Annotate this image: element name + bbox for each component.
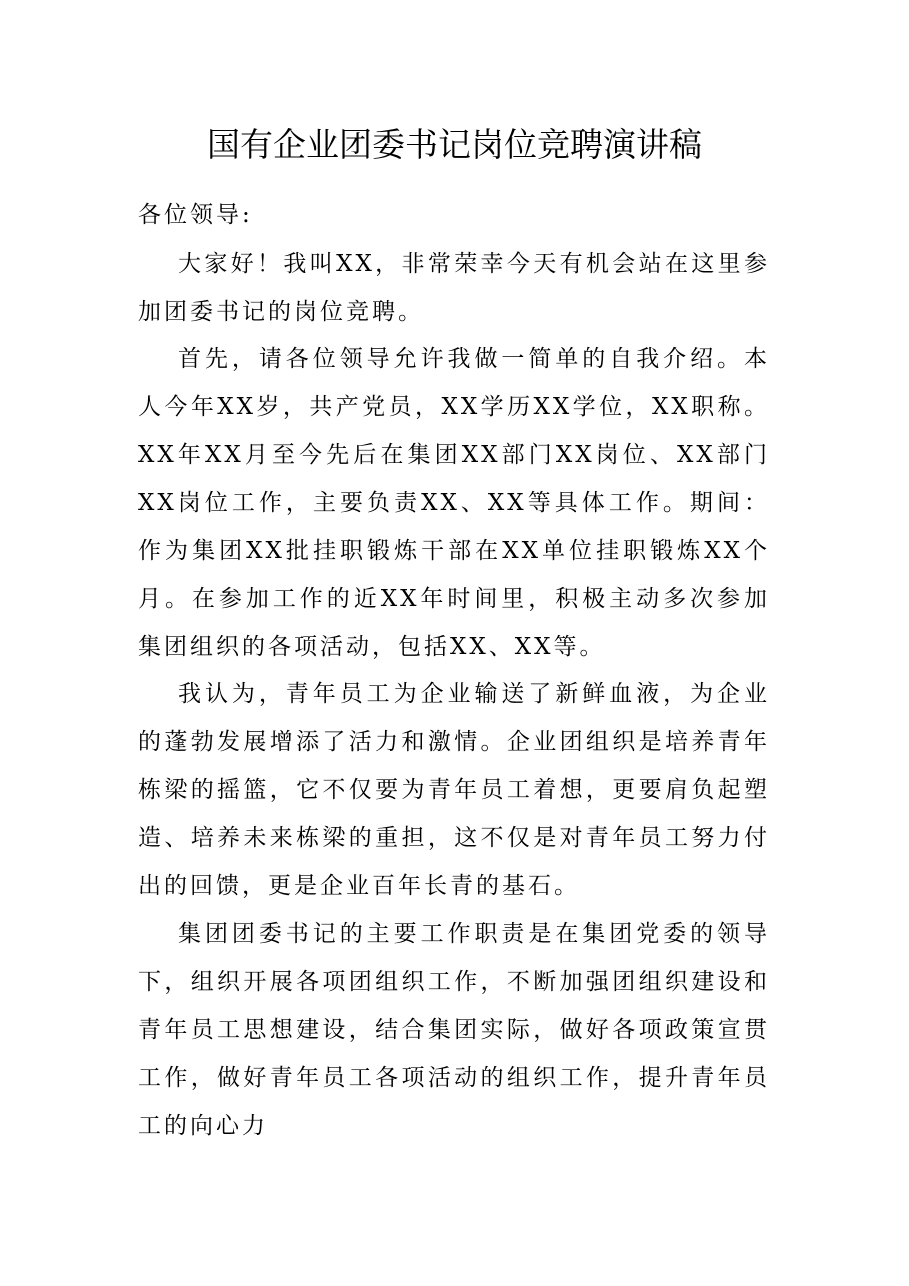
paragraph-self-introduction: 首先，请各位领导允许我做一简单的自我介绍。本人今年XX岁，共产党员，XX学历XX学位，XX职称。XX年XX月至今先后在集团XX部门XX岗位、XX部门XX岗位工作，主要负责XX、XX等具体工作。期间：作为集团XX批挂职锻炼干部在XX单位挂职锻炼XX个月。在参加工作的近XX年时间里，积极主动多次参加集团组织的各项活动，包括XX、XX等。 — [138, 346, 770, 660]
paragraph-greeting: 大家好！我叫XX，非常荣幸今天有机会站在这里参加团委书记的岗位竞聘。 — [138, 251, 770, 325]
salutation: 各位领导: — [138, 202, 253, 228]
document-title: 国有企业团委书记岗位竞聘演讲稿 — [207, 125, 702, 164]
paragraph-job-duties: 集团团委书记的主要工作职责是在集团党委的领导下，组织开展各项团组织工作，不断加强团组织建设和青年员工思想建设，结合集团实际，做好各项政策宣贯工作，做好青年员工各项活动的组织工作，提升青年员工的向心力 — [138, 921, 770, 1139]
paragraph-youth-view: 我认为，青年员工为企业输送了新鲜血液，为企业的蓬勃发展增添了活力和激情。企业团组织是培养青年栋梁的摇篮，它不仅要为青年员工着想，更要肩负起塑造、培养未来栋梁的重担，这不仅是对青年员工努力付出的回馈，更是企业百年长青的基石。 — [138, 681, 770, 899]
